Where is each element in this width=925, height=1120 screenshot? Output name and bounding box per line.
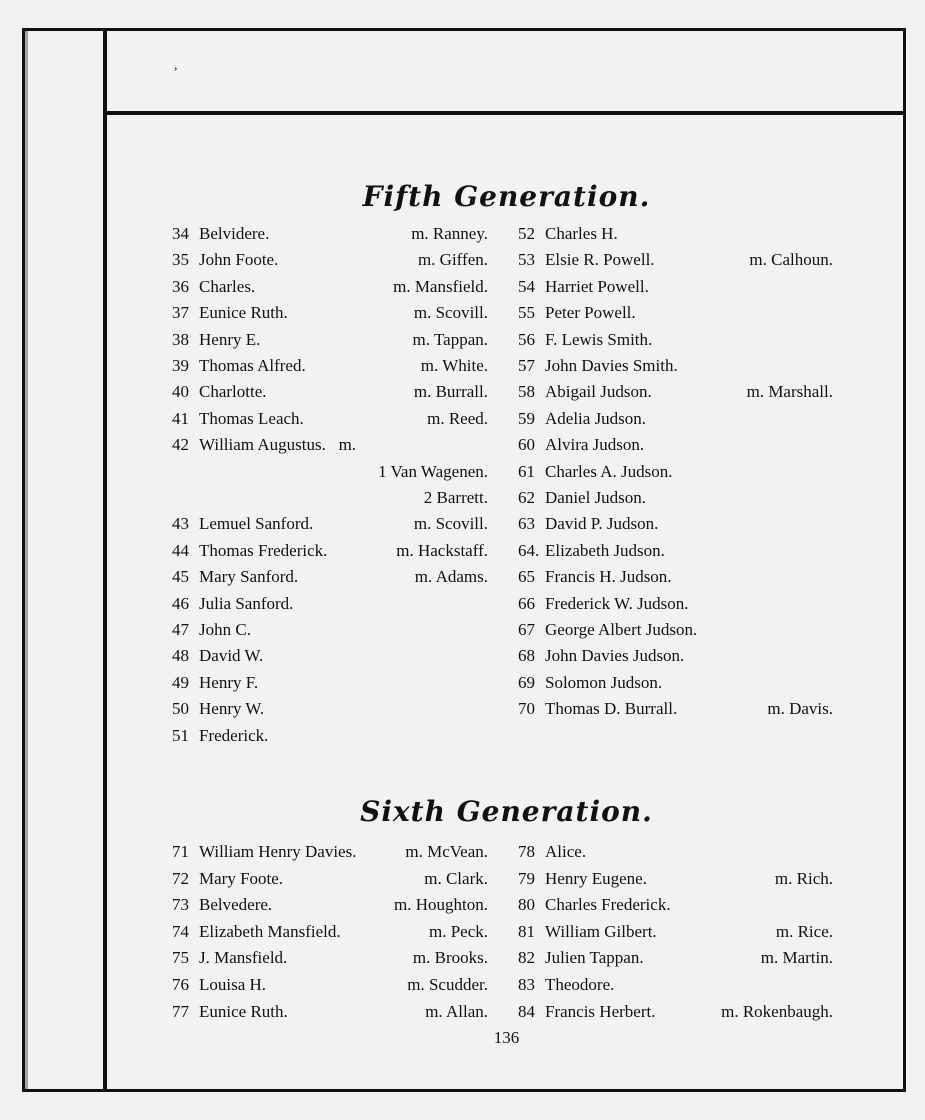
entry-number: 39 (172, 356, 189, 375)
entry-number: 78 (518, 842, 535, 861)
entry-number: 75 (172, 948, 189, 968)
entry-spouse: m. White. (420, 356, 488, 375)
entry-name: William Gilbert. (545, 921, 657, 941)
entry-name: Belvedere. (199, 895, 273, 915)
entry-name: Henry F. (199, 672, 259, 692)
entry-name: J. Mansfield. (199, 948, 288, 968)
entry-name: Charlotte. (199, 382, 267, 402)
entry-spouse: m. Davis. (767, 699, 833, 719)
entry-number: 82 (518, 948, 535, 968)
entry-name: John Davies Smith. (545, 356, 678, 375)
entry-spouse: m. Houghton. (394, 895, 488, 915)
entry-number: 70 (518, 699, 535, 719)
entry-name: Charles. (199, 276, 256, 296)
entry-number: 55 (518, 303, 535, 323)
entry-number: 74 (172, 921, 189, 941)
entry-number: 67 (518, 620, 535, 639)
entry-number: 50 (172, 699, 189, 719)
entry-number: 35 (172, 250, 189, 270)
entry-name: Peter Powell. (545, 303, 636, 323)
entry-spouse: m. Tappan. (412, 329, 488, 349)
entry-number: 63 (518, 514, 535, 534)
entry-spouse: m. Reed. (427, 408, 488, 428)
entry-spouse: m. Rokenbaugh. (721, 1001, 833, 1021)
entry-name: George Albert Judson. (545, 620, 698, 639)
entry-name: Julien Tappan. (545, 948, 644, 968)
entry-spouse: m. Mansfield. (393, 276, 488, 296)
entry-name: Mary Sanford. (199, 567, 299, 587)
entry-number: 84 (518, 1001, 535, 1021)
entry-number: 81 (518, 921, 535, 941)
entry-number: 72 (172, 868, 189, 888)
entry-name: Belvidere. (199, 224, 270, 243)
entry-name: Louisa H. (199, 975, 267, 994)
entry-spouse: m. Calhoun. (749, 250, 833, 270)
entry-spouse: m. Martin. (760, 948, 833, 968)
entry-name: Alice. (545, 842, 587, 861)
entry-spouse: 2 Barrett. (423, 488, 488, 507)
entry-name: Daniel Judson. (545, 488, 647, 507)
entry-name: Henry E. (199, 329, 261, 349)
entry-number: 69 (518, 672, 535, 692)
entry-name: Charles A. Judson. (545, 461, 673, 481)
entry-name: Eunice Ruth. (199, 303, 288, 323)
entry-spouse: m. Marshall. (746, 382, 833, 402)
entry-number: 68 (518, 646, 535, 666)
entry-name: John C. (199, 620, 251, 639)
entry-number: 49 (172, 672, 189, 692)
entry-number: 51 (172, 725, 189, 745)
entry-number: 83 (518, 975, 535, 994)
entry-name: Theodore. (545, 975, 615, 994)
entry-name: William Augustus. m. (199, 435, 357, 455)
header-rule (103, 111, 906, 115)
entry-spouse: m. Giffen. (417, 250, 488, 270)
entry-number: 46 (172, 593, 189, 613)
entry-name: David P. Judson. (545, 514, 659, 534)
entry-name: Elizabeth Judson. (545, 540, 665, 560)
entry-number: 80 (518, 895, 535, 915)
entry-spouse: m. Peck. (428, 921, 488, 941)
entry-spouse: m. Allan. (425, 1001, 488, 1021)
entry-number: 62 (518, 488, 535, 507)
entry-number: 43 (172, 514, 189, 534)
entry-name: Eunice Ruth. (199, 1001, 288, 1021)
entry-number: 76 (172, 975, 189, 994)
entry-number: 79 (518, 868, 535, 888)
entry-spouse: m. McVean. (405, 842, 488, 861)
entry-number: 40 (172, 382, 189, 402)
entry-number: 57 (518, 356, 535, 375)
entry-name: F. Lewis Smith. (545, 329, 653, 349)
entry-name: John Foote. (199, 250, 279, 270)
entry-number: 60 (518, 435, 535, 455)
entry-name: Henry W. (199, 699, 265, 719)
entry-number: 54 (518, 276, 535, 296)
entry-number: 65 (518, 567, 535, 587)
entry-spouse: m. Rice. (775, 921, 833, 941)
entry-spouse: m. Scovill. (413, 303, 488, 323)
entry-number: 59 (518, 408, 535, 428)
entry-number: 73 (172, 895, 189, 915)
entry-name: Alvira Judson. (545, 435, 645, 455)
entry-name: William Henry Davies. (199, 842, 357, 861)
entry-spouse: m. Adams. (414, 567, 488, 587)
entry-name: Elizabeth Mansfield. (199, 921, 341, 941)
entry-name: Henry Eugene. (545, 868, 647, 888)
entry-spouse: m. Clark. (424, 868, 488, 888)
entry-number: 56 (518, 329, 535, 349)
entry-number: 34 (172, 224, 189, 243)
entry-spouse: m. Brooks. (412, 948, 488, 968)
entry-number: 71 (172, 842, 189, 861)
entry-number: 61 (518, 461, 535, 481)
entry-name: Adelia Judson. (545, 408, 647, 428)
entry-number: 48 (172, 646, 189, 666)
entry-name: Charles Frederick. (545, 895, 671, 915)
entry-name: Abigail Judson. (545, 382, 652, 402)
entry-spouse: m. Burrall. (413, 382, 488, 402)
entry-number: 41 (172, 408, 189, 428)
sixth-generation-heading: Sixth Generation. (360, 795, 653, 828)
entry-name: Harriet Powell. (545, 276, 649, 296)
entry-spouse: m. Scudder. (407, 975, 488, 994)
entry-name: Lemuel Sanford. (199, 514, 314, 534)
entry-name: Charles H. (545, 224, 618, 243)
entry-number: 37 (172, 303, 189, 323)
entry-name: Francis H. Judson. (545, 567, 672, 587)
entry-spouse: 1 Van Wagenen. (378, 461, 488, 481)
entry-number: 42 (172, 435, 189, 455)
entry-number: 64. (518, 540, 540, 560)
entry-name: Frederick W. Judson. (545, 593, 689, 613)
entry-number: 45 (172, 567, 189, 587)
entry-number: 77 (172, 1001, 189, 1021)
entry-name: Frederick. (199, 725, 269, 745)
entry-name: Elsie R. Powell. (545, 250, 655, 270)
entry-name: Julia Sanford. (199, 593, 294, 613)
left-margin-strip (25, 31, 28, 1089)
entry-number: 58 (518, 382, 535, 402)
entry-name: Thomas D. Burrall. (545, 699, 678, 719)
entry-spouse: m. Scovill. (413, 514, 488, 534)
entry-spouse: m. Hackstaff. (396, 540, 488, 560)
entry-name: Francis Herbert. (545, 1001, 656, 1021)
entry-number: 52 (518, 224, 535, 243)
ink-speck: , (174, 58, 178, 73)
entry-spouse: m. Ranney. (411, 224, 488, 243)
entry-name: Mary Foote. (199, 868, 284, 888)
entry-name: Solomon Judson. (545, 672, 663, 692)
page-number: 136 (493, 1028, 520, 1047)
entry-spouse: m. Rich. (774, 868, 833, 888)
entry-number: 44 (172, 540, 189, 560)
entry-number: 36 (172, 276, 189, 296)
entry-number: 66 (518, 593, 535, 613)
entry-name: Thomas Alfred. (199, 356, 306, 375)
entry-number: 38 (172, 329, 189, 349)
entry-number: 47 (172, 620, 189, 639)
entry-name: David W. (199, 646, 264, 666)
entry-name: Thomas Leach. (199, 408, 304, 428)
entry-name: John Davies Judson. (545, 646, 685, 666)
entry-name: Thomas Frederick. (199, 540, 328, 560)
entry-number: 53 (518, 250, 535, 270)
fifth-generation-heading: Fifth Generation. (362, 180, 651, 213)
